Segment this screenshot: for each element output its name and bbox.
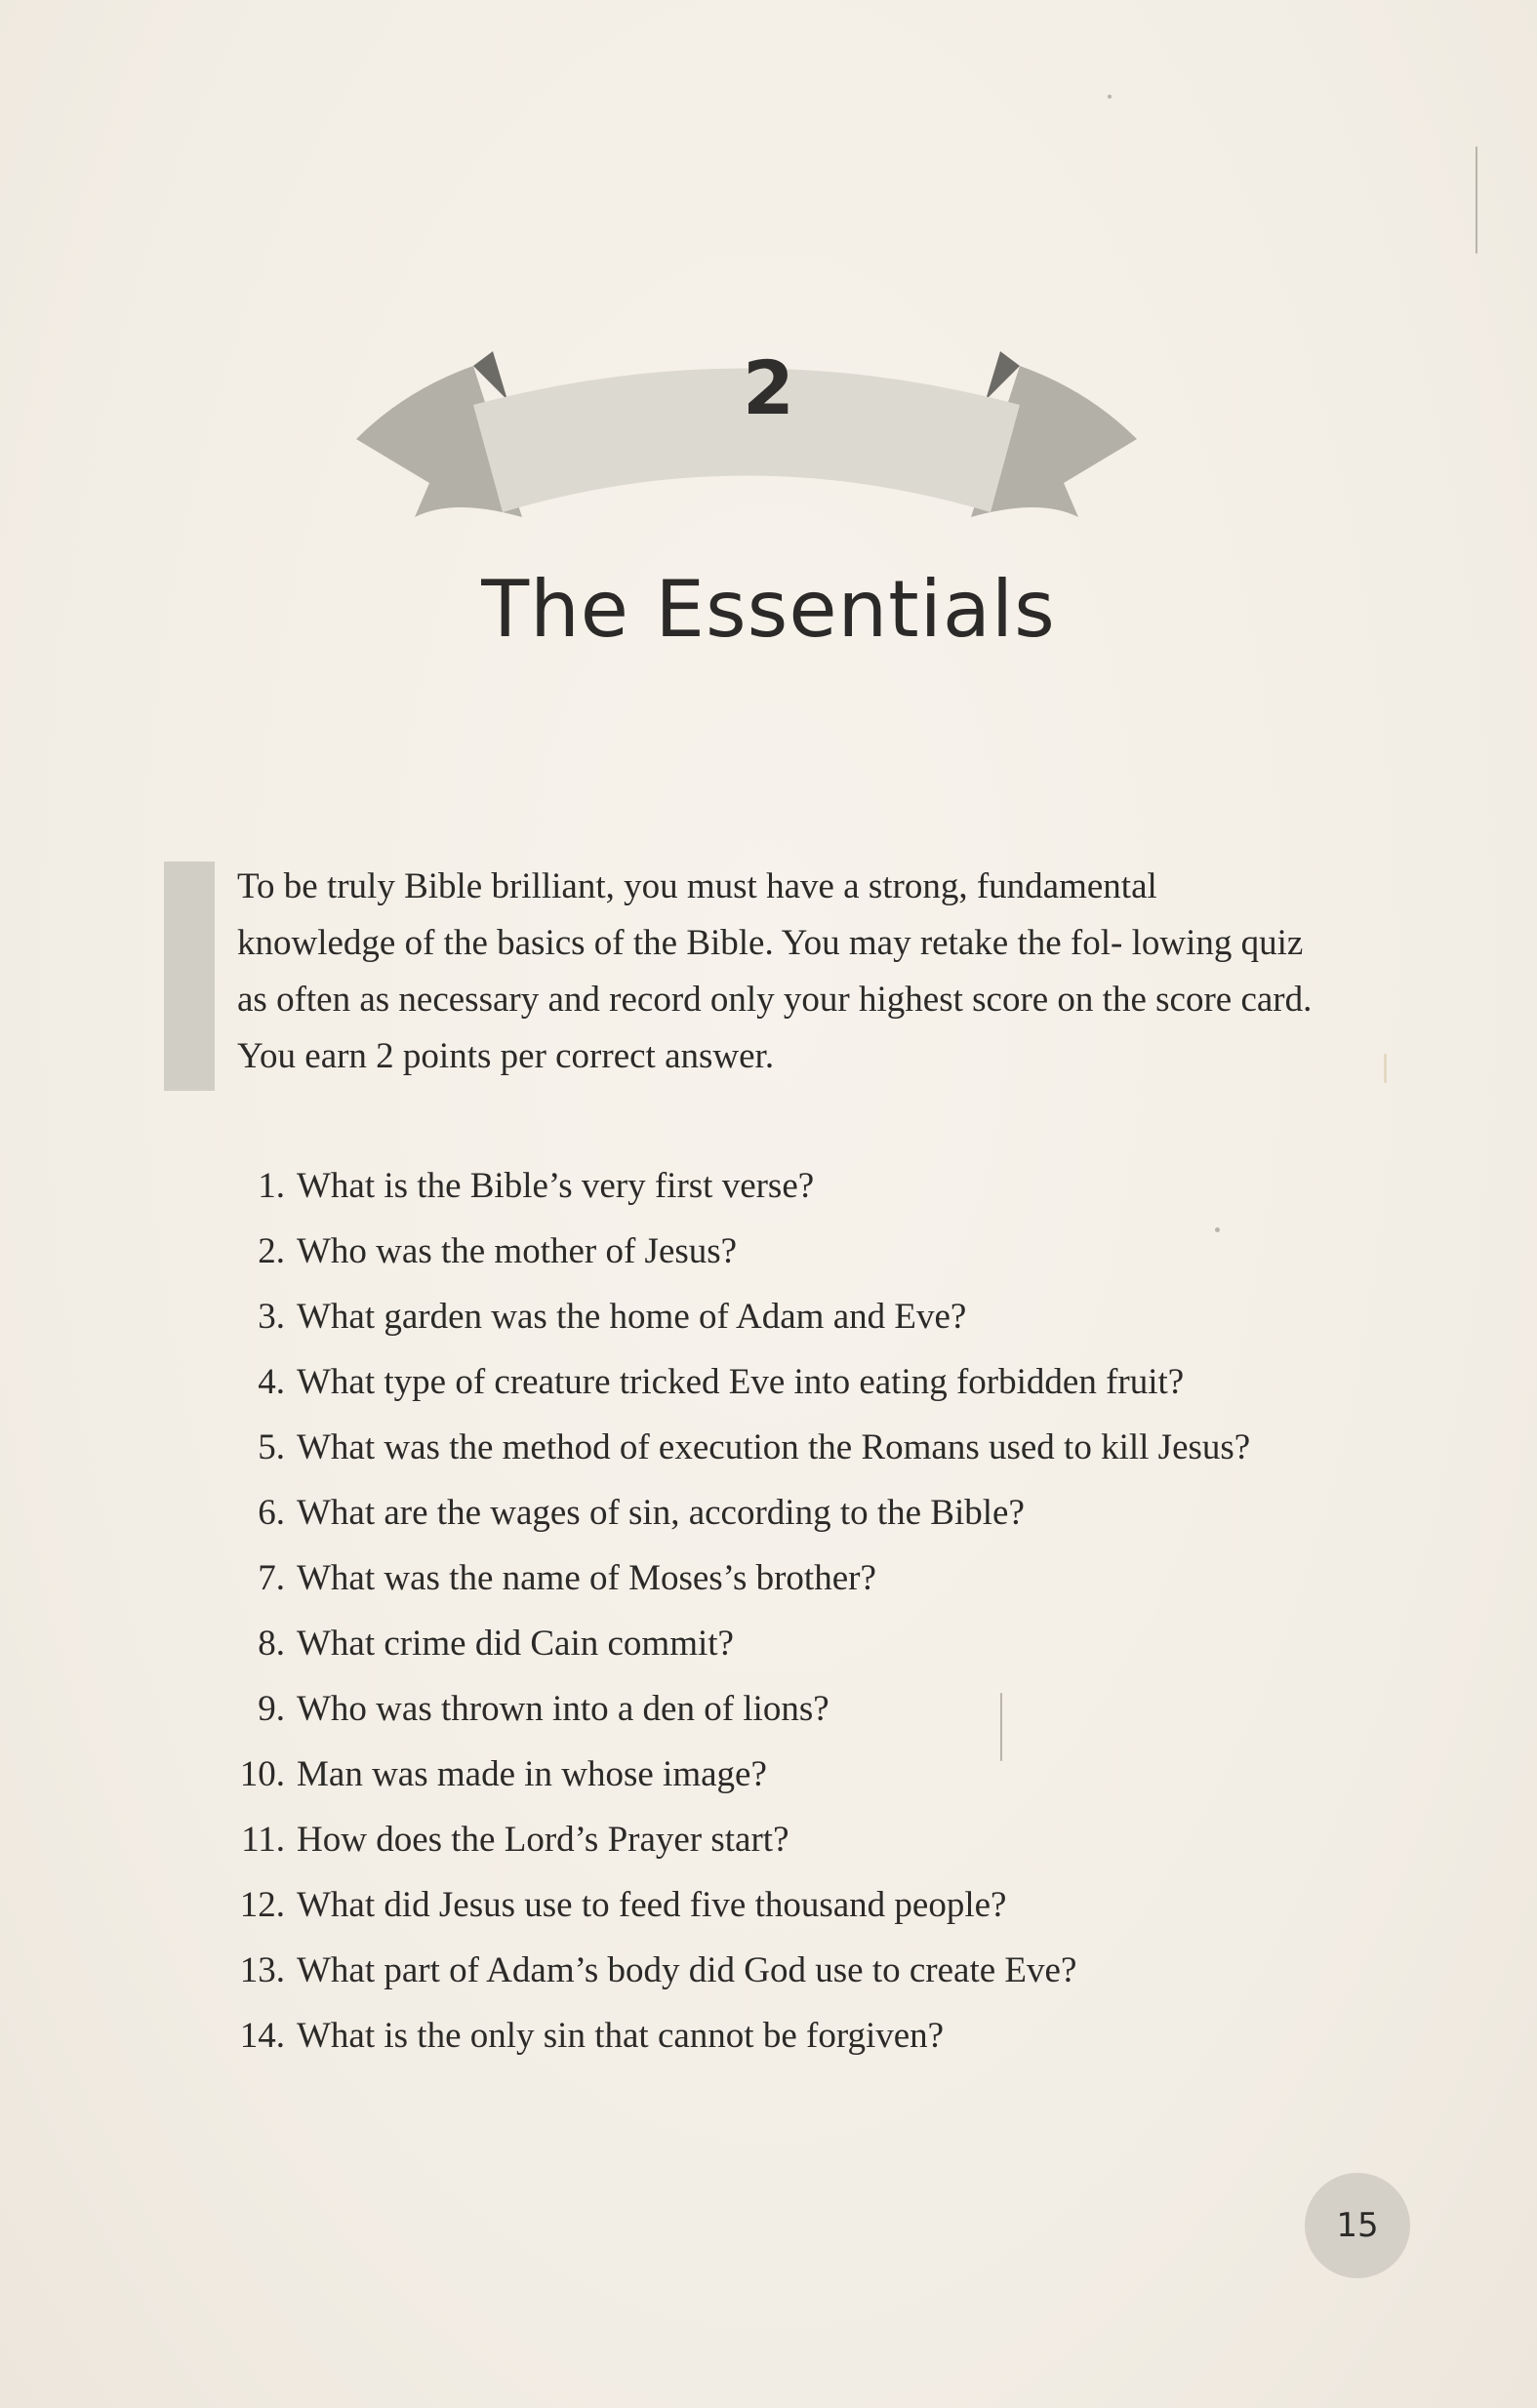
quiz-item (205, 1681, 1327, 1738)
quiz-item-number: 8. (258, 1624, 285, 1664)
quiz-item-question: How does the Lord’s Prayer start? (297, 1820, 789, 1860)
quiz-item-number: 14. (239, 2016, 285, 2056)
quiz-item-question: Who was thrown into a den of lions? (297, 1689, 829, 1729)
quiz-item-number: 5. (258, 1427, 285, 1467)
scan-speck (1384, 1054, 1387, 1083)
quiz-item-question: What part of Adam’s body did God use to create Eve? (297, 1950, 1077, 1990)
quiz-item-number: 4. (258, 1362, 285, 1402)
intro-sidebar-bar (164, 862, 215, 1091)
quiz-item-question: What type of creature tricked Eve into eating forbidden fruit? (297, 1362, 1185, 1402)
quiz-item-question: What are the wages of sin, according to the Bible? (297, 1493, 1025, 1533)
quiz-item (205, 1550, 1327, 1607)
quiz-item (205, 1485, 1327, 1542)
quiz-item (205, 1616, 1327, 1672)
scan-speck (1476, 146, 1477, 254)
quiz-item-question: What garden was the home of Adam and Eve? (297, 1297, 967, 1337)
quiz-item-question: Who was the mother of Jesus? (297, 1231, 738, 1271)
quiz-item-number: 6. (258, 1493, 285, 1533)
quiz-item-question: What did Jesus use to feed five thousand people? (297, 1885, 1007, 1925)
quiz-item-question: What crime did Cain commit? (297, 1624, 734, 1664)
scan-speck (1215, 1227, 1220, 1232)
quiz-item-number: 9. (258, 1689, 285, 1729)
quiz-item (205, 1354, 1327, 1411)
quiz-item (205, 1877, 1327, 1934)
quiz-item-number: 2. (258, 1231, 285, 1271)
quiz-item-question: What is the only sin that cannot be forgiven? (297, 2016, 945, 2056)
quiz-item (205, 1943, 1327, 1999)
quiz-item (205, 2008, 1327, 2065)
quiz-item-number: 13. (239, 1950, 285, 1990)
quiz-item-number: 3. (258, 1297, 285, 1337)
quiz-item-question: Man was made in whose image? (297, 1754, 767, 1794)
scan-speck (1108, 95, 1112, 99)
quiz-item-number: 1. (258, 1166, 285, 1206)
quiz-item-question: What was the name of Moses’s brother? (297, 1558, 876, 1598)
quiz-item (205, 1746, 1327, 1803)
chapter-number: 2 (743, 344, 794, 431)
quiz-item (205, 1158, 1327, 1215)
quiz-item-question: What is the Bible’s very first verse? (297, 1166, 815, 1206)
quiz-list (205, 1158, 1327, 2073)
quiz-item (205, 1420, 1327, 1476)
quiz-item (205, 1289, 1327, 1345)
quiz-item-number: 12. (239, 1885, 285, 1925)
chapter-title: The Essentials (481, 564, 1056, 655)
quiz-item (205, 1812, 1327, 1868)
quiz-item (205, 1224, 1327, 1280)
quiz-item-number: 10. (239, 1754, 285, 1794)
quiz-item-question: What was the method of execution the Romans used to kill Jesus? (297, 1427, 1251, 1467)
quiz-item-number: 11. (241, 1820, 285, 1860)
intro-paragraph: To be truly Bible brilliant, you must have a strong, fundamental knowledge of the basics of the Bible. You may retake the fol- lowing quiz as often as necessary and record only your highest score on the score card. You earn 2 points per correct answer. (237, 866, 1313, 1076)
page-number-badge: 15 (1305, 2173, 1410, 2278)
scan-speck (1000, 1693, 1002, 1761)
quiz-item-number: 7. (258, 1558, 285, 1598)
